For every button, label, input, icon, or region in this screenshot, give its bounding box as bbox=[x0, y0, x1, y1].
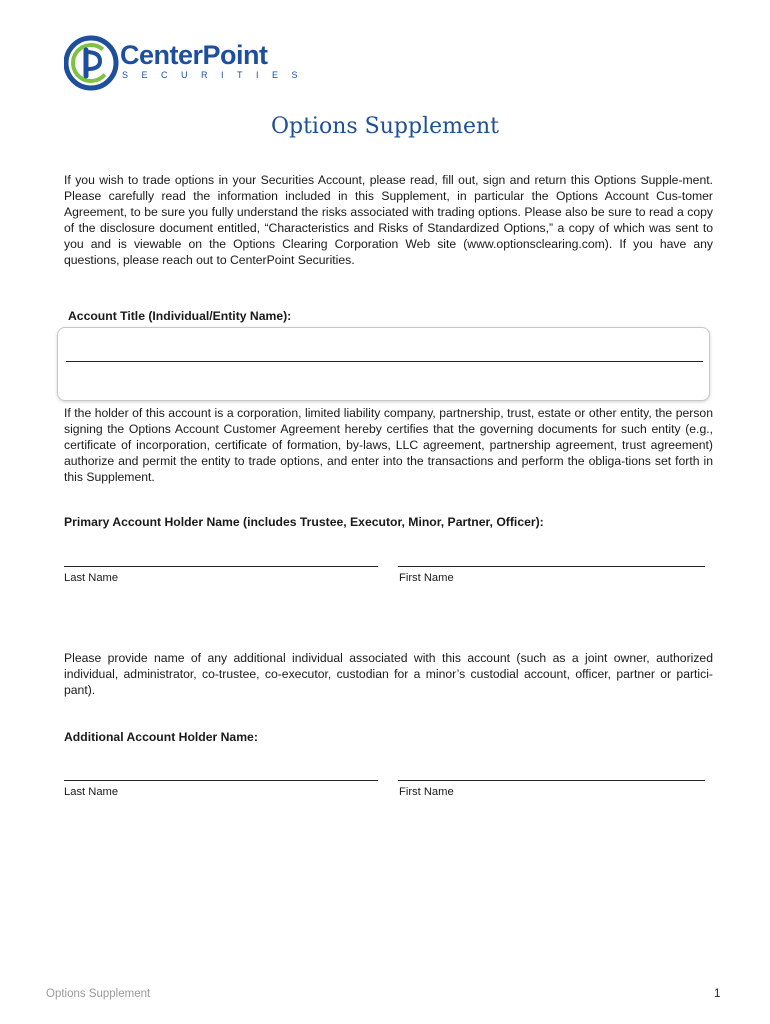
brand-name: CenterPoint bbox=[120, 40, 268, 70]
additional-holder-label: Additional Account Holder Name: bbox=[64, 730, 258, 744]
primary-holder-label: Primary Account Holder Name (includes Trustee, Executor, Minor, Partner, Officer): bbox=[64, 515, 544, 529]
primary-first-name-field[interactable] bbox=[398, 566, 705, 567]
primary-last-name-label: Last Name bbox=[64, 572, 119, 584]
page-number: 1 bbox=[714, 988, 721, 1000]
brand-subtitle: SECURITIES bbox=[122, 70, 312, 80]
page-title: Options Supplement bbox=[270, 114, 500, 139]
centerpoint-logo-icon bbox=[64, 34, 120, 92]
primary-first-name-label: First Name bbox=[399, 572, 454, 584]
footer-document-name: Options Supplement bbox=[46, 988, 151, 1000]
entity-paragraph: If the holder of this account is a corporation, limited liability company, partnership, trust, estate or other entity, the person signing the Options Account Customer Agreement hereby certifies that the governing documents for such entity (e.g., certificate of incorporation, certificate of formation, by-laws, LLC agreement, partnership agreement, trust agreement) authorize and permit the entity to trade options, and enter into the transactions and perform the obliga-tions set forth in this Supplement. bbox=[64, 406, 713, 484]
additional-first-name-label: First Name bbox=[399, 786, 454, 798]
primary-last-name-field[interactable] bbox=[64, 566, 378, 567]
additional-last-name-label: Last Name bbox=[64, 786, 119, 798]
account-title-box[interactable] bbox=[57, 327, 710, 401]
intro-paragraph: If you wish to trade options in your Securities Account, please read, fill out, sign and return this Options Supple-ment. Please carefully read the information included in this Supplement, in particular the Options Account Cus-tomer Agreement, to be sure you fully understand the risks associated with trading options. Please also be sure to read a copy of the disclosure document entitled, “Characteristics and Risks of Standardized Options,” a copy of which was sent to you and is viewable on the Options Clearing Corporation Web site (www.optionsclearing.com). If you have any questions, please reach out to CenterPoint Securities. bbox=[64, 173, 713, 267]
centerpoint-logo bbox=[64, 34, 312, 92]
additional-last-name-field[interactable] bbox=[64, 780, 378, 781]
account-title-line bbox=[66, 361, 703, 362]
account-title-label: Account Title (Individual/Entity Name): bbox=[68, 309, 292, 323]
additional-first-name-field[interactable] bbox=[398, 780, 705, 781]
additional-paragraph: Please provide name of any additional individual associated with this account (such as a joint owner, authorized individual, administrator, co-trustee, co-executor, custodian for a minor’s custodial account, officer, partner or partici-pant). bbox=[64, 651, 713, 697]
